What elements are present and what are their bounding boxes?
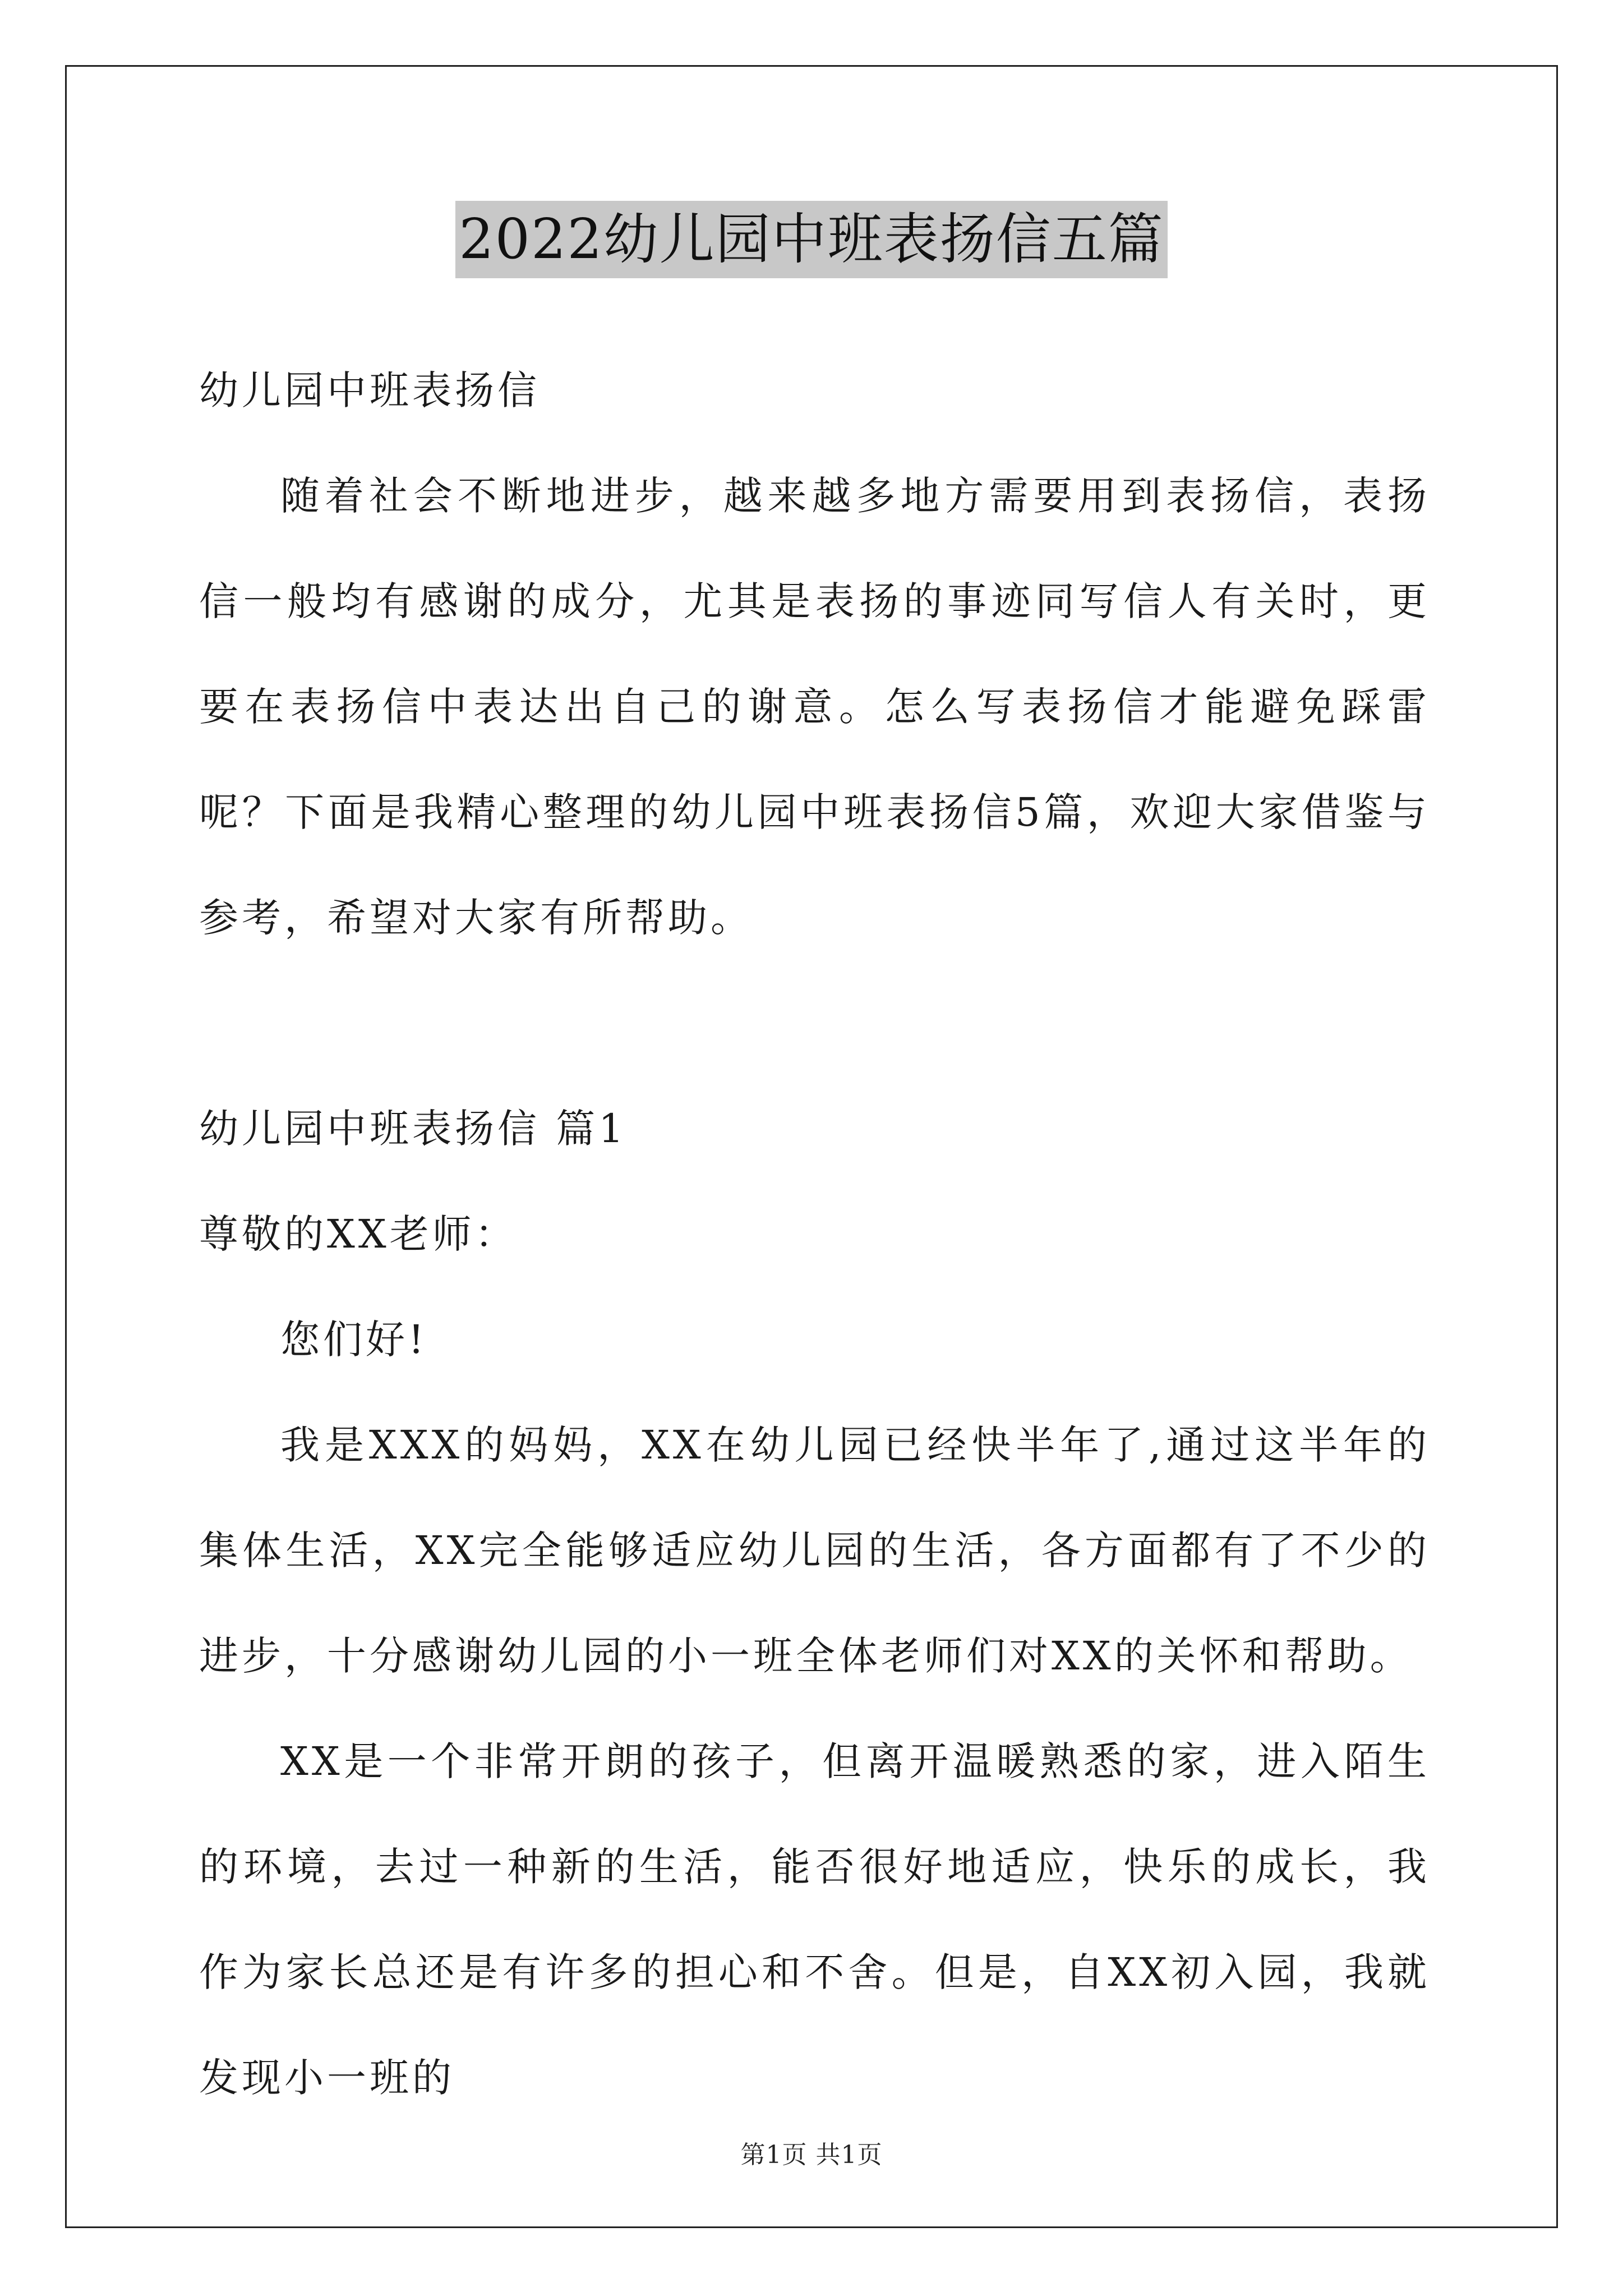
body-paragraph-1: 我是XXX的妈妈，XX在幼儿园已经快半年了,通过这半年的集体生活，XX完全能够适应幼儿园的生活，各方面都有了不少的进步，十分感谢幼儿园的小一班全体老师们对XX的关怀和帮助。 bbox=[199, 1422, 1430, 1679]
document-title: 2022幼儿园中班表扬信五篇 bbox=[455, 201, 1167, 278]
spacer bbox=[199, 970, 1430, 1076]
greeting: 您们好! bbox=[280, 1317, 428, 1363]
salutation: 尊敬的XX老师： bbox=[199, 1211, 518, 1257]
intro-paragraph: 随着社会不断地进步，越来越多地方需要用到表扬信，表扬信一般均有感谢的成分，尤其是表扬的事迹同写信人有关时，更要在表扬信中表达出自己的谢意。怎么写表扬信才能避免踩雷呢？下面是我精心整理的幼儿园中班表扬信5篇，欢迎大家借鉴与参考，希望对大家有所帮助。 bbox=[199, 473, 1430, 941]
document-body bbox=[199, 338, 1430, 2131]
letter-heading: 幼儿园中班表扬信 篇1 bbox=[199, 1106, 627, 1152]
page-footer: 第1页 共1页 bbox=[740, 2141, 883, 2169]
section-heading: 幼儿园中班表扬信 bbox=[199, 367, 540, 413]
body-paragraph-2: XX是一个非常开朗的孩子，但离开温暖熟悉的家，进入陌生的环境，去过一种新的生活，能否很好地适应，快乐的成长，我作为家长总还是有许多的担心和不舍。但是，自XX初入园，我就发现小一班的 bbox=[199, 1738, 1430, 2101]
title-container bbox=[0, 201, 1623, 278]
